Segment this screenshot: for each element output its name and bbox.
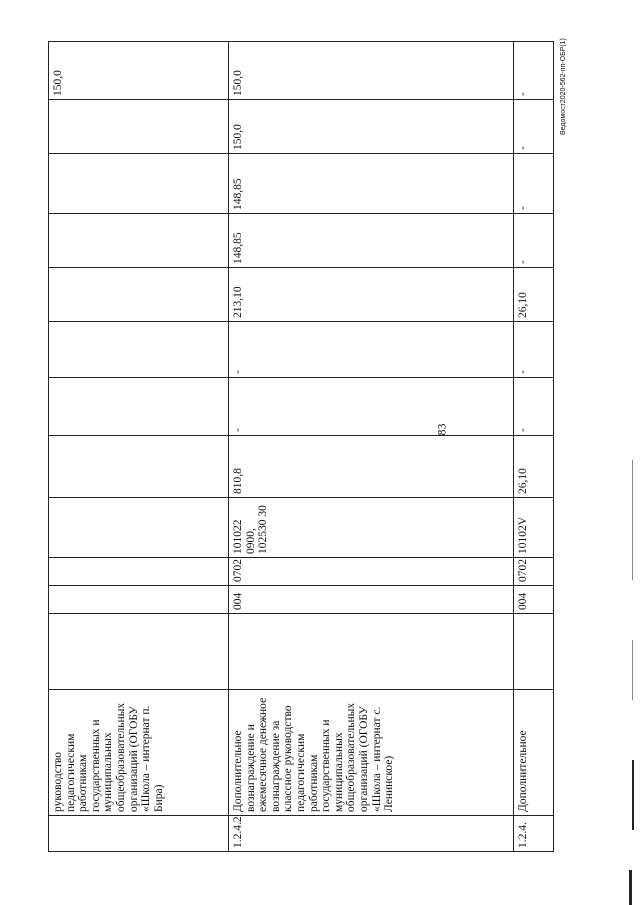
row-v8: - (514, 42, 554, 100)
row-code: 1.2.4.2 (229, 816, 514, 852)
row-code (49, 816, 229, 852)
table-row (514, 42, 554, 852)
row-cs: 10102V (514, 498, 554, 558)
row-v8: 150,0 (49, 42, 229, 100)
row-v2: - (514, 378, 554, 436)
budget-table (48, 41, 554, 852)
row-v6: 148,85 (229, 154, 514, 214)
row-v1 (49, 436, 229, 498)
row-rz: 0702 (514, 558, 554, 586)
row-v2: - (229, 378, 514, 436)
row-code: 1.2.4. (514, 816, 554, 852)
row-v3: - (229, 322, 514, 378)
row-cs (49, 498, 229, 558)
row-rz: 0702 (229, 558, 514, 586)
footer-code: Ведомост2020-562-пп-ОБР(1) (560, 38, 567, 135)
row-gr: 004 (514, 586, 554, 614)
row-gr (49, 586, 229, 614)
row-v4: 213,10 (229, 268, 514, 322)
row-v3: - (514, 322, 554, 378)
row-col3 (229, 614, 514, 690)
table-row (229, 42, 514, 852)
budget-table-rotated (48, 42, 553, 852)
row-v6 (49, 154, 229, 214)
row-v4: 26,10 (514, 268, 554, 322)
row-col3 (514, 614, 554, 690)
row-v8: 150,0 (229, 42, 514, 100)
scan-mark (632, 460, 633, 580)
row-rz (49, 558, 229, 586)
row-name: Дополнительное вознаграждение и ежемесячное денежное вознаграждение за классное руководство педагогическим работникам государственных и муниципальных общеобразовательных организаций (ОГОБУ «Школа – интернат с. Ленинское) (229, 690, 514, 816)
row-v2 (49, 378, 229, 436)
row-col3 (49, 614, 229, 690)
scan-mark (632, 640, 633, 700)
row-v1: 810,8 (229, 436, 514, 498)
table-row (49, 42, 229, 852)
row-v7: 150,0 (229, 100, 514, 154)
row-v5 (49, 214, 229, 268)
page-number: 83 (434, 423, 449, 436)
row-cs: 101022 0900, 102530 30 (229, 498, 514, 558)
row-v5: 148,85 (229, 214, 514, 268)
row-v7: - (514, 100, 554, 154)
row-v1: 26,10 (514, 436, 554, 498)
row-v7 (49, 100, 229, 154)
row-name: Дополнительное (514, 690, 554, 816)
row-name: руководство педагогическим работникам государственных и муниципальных общеобразовательных организаций (ОГОБУ «Школа – интернат п. Бира) (49, 690, 229, 816)
row-gr: 004 (229, 586, 514, 614)
scan-mark (629, 870, 632, 905)
row-v6: - (514, 154, 554, 214)
row-v3 (49, 322, 229, 378)
row-v4 (49, 268, 229, 322)
scan-mark (632, 760, 634, 830)
row-v5: - (514, 214, 554, 268)
